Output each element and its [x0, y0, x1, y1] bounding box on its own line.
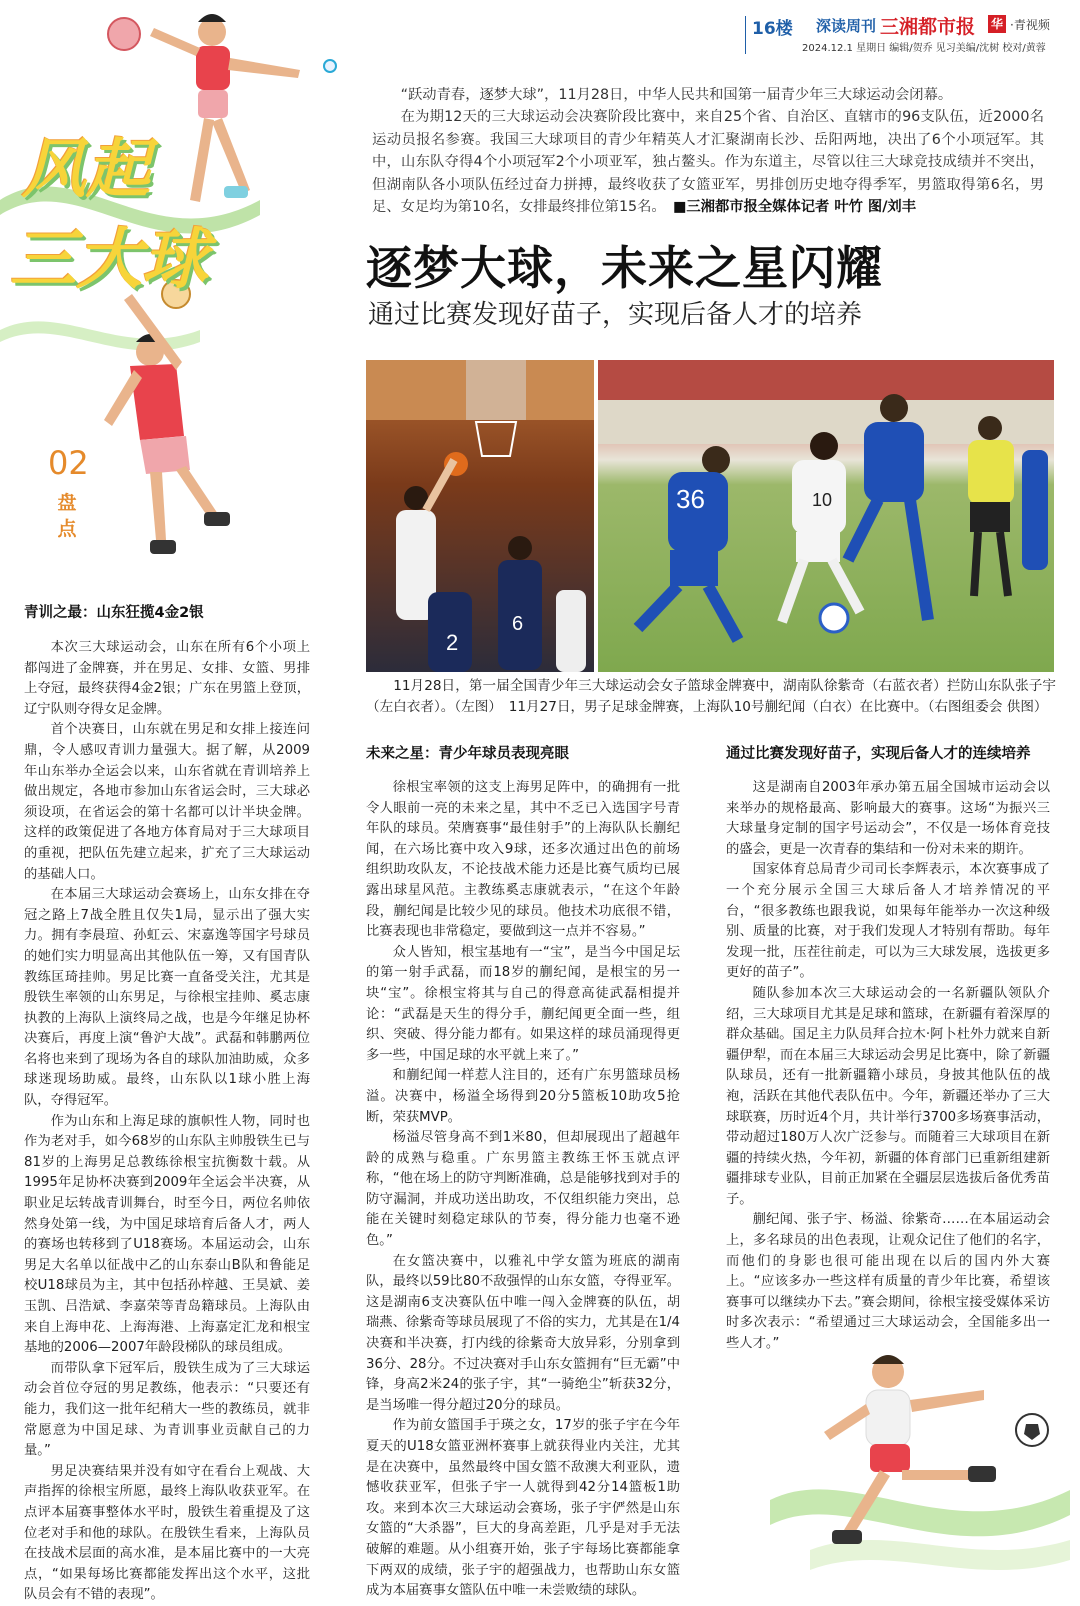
intro-paragraph [372, 106, 1044, 218]
intro-text: 在为期12天的三大球运动会决赛阶段比赛中，来自25个省、自治区、直辖市的96支队伍，近2000名运动员报名参赛。我国三大球项目的青少年精英人才汇聚湖南长沙、岳阳两地，决出了6个小项冠军。其中，山东队夺得4个小项冠军2个小项亚军，独占鳌头。作为东道主，尽管以往三大球竞技成绩并不突出，但湖南队各小项队伍经过奋力拼搏，最终收获了女篮亚军，男排创历史地夺得季军，男篮取得第6名，男足、女足均为第10名，女排最终排位第15名。 [372, 109, 1044, 216]
paragraph: 而带队拿下冠军后，殷铁生成为了三大球运动会首位夺冠的男足教练，他表示：“只要还有能力，我们这一批年纪稍大一些的教练员，就非常愿意为中国足球、为青训事业贡献自己的力量。” [24, 1360, 310, 1459]
paragraph: 徐根宝率领的这支上海男足阵中，的确拥有一批令人眼前一亮的未来之星，其中不乏已入选国字号青年队的球员。荣膺赛事“最佳射手”的上海队队长蒯纪闻，在六场比赛中攻入9球，还多次通过出色的前场组织助攻队友，不论技战术能力还是比赛气质均已展露出球星风范。主教练奚志康就表示，“在这个年龄段，蒯纪闻是比较少见的球员。他技术功底很不错，比赛表现也非常稳定，要做到这一点并不容易。” [366, 780, 680, 940]
paragraph: 作为山东和上海足球的旗帜性人物，同时也作为老对手，如今68岁的山东队主帅殷铁生已与81岁的上海男足总教练徐根宝抗衡数十载。从1995年足协杯决赛到2009年全运会半决赛，从职业足坛转战青训舞台，时至今日，两位名帅依然身处第一线，为中国足球培育后备人才，两人的赛场也转移到了U18赛场。本届运动会，山东男足大名单以征战中乙的山东泰山B队和鲁能足校U18球员为主，其中包括孙梓越、王昊斌、姜玉凯、吕浩斌、李嘉荣等青岛籍球员。上海队由来自上海申花、上海海港、上海嘉定汇龙和根宝基地的2006—2007年龄段梯队的球员组成。 [24, 1113, 310, 1356]
jersey-number: 36 [676, 484, 705, 514]
art-title-line1: 风起 [22, 133, 150, 207]
headline: 逐梦大球，未来之星闪耀 [366, 241, 883, 295]
paragraph: 随队参加本次三大球运动会的一名新疆队领队介绍，三大球项目尤其是足球和篮球，在新疆有着深厚的群众基础。国足主力队员拜合拉木·阿卜杜外力就来自新疆伊犁，而在本届三大球运动会男足比赛中，除了新疆队球员，还有一批新疆籍小球员，身披其他队伍的战袍，活跃在其他代表队伍中。今年，新疆还举办了三大球联赛，历时近4个月，共计举行3700多场赛事活动，带动超过180万人次广泛参与。而随着三大球项目在新疆的持续火热，今年初，新疆的体育部门已重新组建新疆排球专业队，目前正加紧在全疆层层选拔后备优秀苗子。 [726, 985, 1050, 1207]
jersey-number: 6 [512, 613, 524, 635]
paragraph: 国家体育总局青少司司长李辉表示，本次赛事成了一个充分展示全国三大球后备人才培养情况的平台，“很多教练也跟我说，如果每年能举办一次这种级别、质量的比赛，对于我们发现人才特别有帮助。每年发现一批，压茬往前走，可以为三大球发展，选拔更多更好的苗子”。 [726, 862, 1050, 981]
footballer-illustration-icon [770, 1320, 1070, 1580]
paragraph: 众人皆知，根宝基地有一“宝”，是当今中国足坛的第一射手武磊，而18岁的蒯纪闻，是根宝的另一块“宝”。徐根宝将其与自己的得意高徒武磊相提并论：“武磊是天生的得分手，蒯纪闻更全面一些，组织、突破、得分能力都有。如果这样的球员涌现得更多一些，中国足球的水平就上来了。” [366, 944, 680, 1063]
intro-paragraph: “跃动青春，逐梦大球”，11月28日，中华人民共和国第一届青少年三大球运动会闭幕。 [400, 87, 953, 103]
decorative-art [0, 0, 360, 590]
photo-football [598, 360, 1054, 672]
paragraph: 和蒯纪闻一样惹人注目的，还有广东男篮球员杨溢。决赛中，杨溢全场得到20分5篮板10助攻5抢断，荣获MVP。 [366, 1068, 680, 1125]
paragraph: 杨溢尽管身高不到1米80，但却展现出了超越年龄的成熟与稳重。广东男篮主教练王怀玉就点评称，“他在场上的防守判断准确，总是能够找到对手的防守漏洞，并成功送出助攻，不仅组织能力突出，总能在关键时刻稳定球队的节奏，得分能力也毫不逊色。” [366, 1130, 680, 1249]
col1-title: 青训之最：山东狂揽4金2银 [24, 605, 204, 621]
section-label: 盘点 [57, 492, 77, 540]
col2-body [366, 778, 680, 1602]
jersey-number: 2 [446, 630, 459, 655]
col3-title: 通过比赛发现好苗子，实现后备人才的连续培养 [726, 746, 1031, 762]
jersey-number: 10 [812, 490, 833, 510]
col3-body [726, 778, 1050, 1355]
paragraph: 在女篮决赛中，以雅礼中学女篮为班底的湖南队，最终以59比80不敌强悍的山东女篮，夺得亚军。这是湖南6支决赛队伍中唯一闯入金牌赛的队伍，胡瑞燕、徐紫奇等球员展现了不俗的实力，尤其是在1/4决赛和半决赛，打内线的徐紫奇大放异彩，分别拿到36分、28分。不过决赛对手山东女篮拥有“巨无霸”中锋，身高2米24的张子宇，其“一骑绝尘”斩获32分，是当场唯一得分超过20分的球员。 [366, 1253, 680, 1413]
floor-label: 16楼 [752, 19, 793, 39]
paragraph: 本次三大球运动会，山东在所有6个小项上都闯进了金牌赛，并在男足、女排、女篮、男排上夺冠，最终获得4金2银；广东在男篮上登顶，辽宁队则夺得女足金牌。 [24, 640, 310, 717]
brand-secondary: ·青视频 [1010, 18, 1050, 32]
photo-basketball [366, 360, 594, 672]
header-divider [745, 16, 746, 54]
brand-logo-icon: 华 [988, 15, 1006, 33]
subheadline: 通过比赛发现好苗子，实现后备人才的培养 [368, 300, 863, 330]
section-number: 02 [48, 444, 89, 482]
newspaper-name: 三湘都市报 [880, 16, 976, 38]
art-title-line2: 三大球 [10, 221, 208, 298]
paragraph: 在本届三大球运动会赛场上，山东女排在夺冠之路上7战全胜且仅失1局，显示出了强大实力。拥有李晨瑄、孙虹云、宋嘉逸等国字号球员的她们实力明显高出其他队伍一筹，又有国青队教练匡琦挂帅。男足比赛一直备受关注，尤其是殷铁生率领的山东男足，与徐根宝挂帅、奚志康执教的上海队上演终局之战，也是今年继足协杯决赛后，再度上演“鲁沪大战”。武磊和韩鹏两位名将也来到了现场为各自的球队加油助威，众多球迷现场助威。最终，山东队以1球小胜上海队，夺得冠军。 [24, 887, 310, 1109]
section-name: 深读周刊 [816, 17, 877, 35]
paragraph: 蒯纪闻、张子宇、杨溢、徐紫奇……在本届运动会上，多名球员的出色表现，让观众记住了他们的名字，而他们的身影也很可能出现在以后的国内外大赛上。“应该多办一些这样有质量的青少年比赛，希望该赛事可以继续办下去。”赛会期间，徐根宝接受媒体采访时多次表示：“希望通过三大球运动会，全国能多出一些人才。” [726, 1212, 1050, 1352]
paragraph: 首个决赛日，山东就在男足和女排上接连问鼎，令人感叹青训力量强大。据了解，从2009年山东举办全运会以来，山东省就在青训培养上做出规定，各地市参加山东省运会时，三大球必须设项，在省运会的第十名都可以计半块金牌。这样的政策促进了各地方体育局对于三大球项目的重视，把队伍先建立起来，扩充了三大球运动的基础人口。 [24, 722, 310, 882]
col2-title: 未来之星：青少年球员表现亮眼 [366, 746, 569, 762]
col1-body [24, 638, 310, 1606]
page-header [752, 14, 1062, 54]
paragraph: 作为前女篮国手于瑛之女，17岁的张子宇在今年夏天的U18女篮亚洲杯赛事上就获得业内关注，尤其是在决赛中，虽然最终中国女篮不敌澳大利亚队，遗憾收获亚军，但张子宇一人就得到42分14篮板1助攻。来到本次三大球运动会赛场，张子宇俨然是山东女篮的“大杀器”，巨大的身高差距，几乎是对手无法破解的难题。从小组赛开始，张子宇每场比赛都能拿下两双的成绩，张子宇的超强战力，也帮助山东女篮成为本届赛事女篮队伍中唯一未尝败绩的球队。 [366, 1418, 680, 1599]
byline: ■三湘都市报全媒体记者 叶竹 图/刘丰 [672, 199, 917, 216]
caption-text: 11月28日，第一届全国青少年三大球运动会女子篮球金牌赛中，湖南队徐紫奇（右蓝衣者）拦防山东队张子宇（左白衣者）。（左图） 11月27日，男子足球金牌赛，上海队10号蒯纪闻（白衣）在比赛中。（右图组委会 供图） [366, 678, 1056, 715]
footballer-illustration [770, 1320, 1070, 1580]
paragraph: 男足决赛结果并没有如守在看台上观战、大声指挥的徐根宝所愿，最终上海队收获亚军。在点评本届赛事整体水平时，殷铁生着重提及了这位老对手和他的球队。在殷铁生看来，上海队员在技战术层面的高水准，是本届比赛中的一大亮点，“如果每场比赛都能发挥出这个水平，这批队员会有不错的表现”。 [24, 1463, 310, 1603]
header-meta: 2024.12.1 星期日 编辑/贺乔 见习美编/沈树 校对/黄蓉 [802, 43, 1046, 54]
paragraph: 这是湖南自2003年承办第五届全国城市运动会以来举办的规格最高、影响最大的赛事。这场“为振兴三大球量身定制的国字号运动会”，不仅是一场体育竞技的盛会，更是一次青春的集结和一份对未来的期许。 [726, 780, 1050, 857]
intro-block [372, 84, 1044, 218]
photo-caption [366, 676, 1056, 718]
